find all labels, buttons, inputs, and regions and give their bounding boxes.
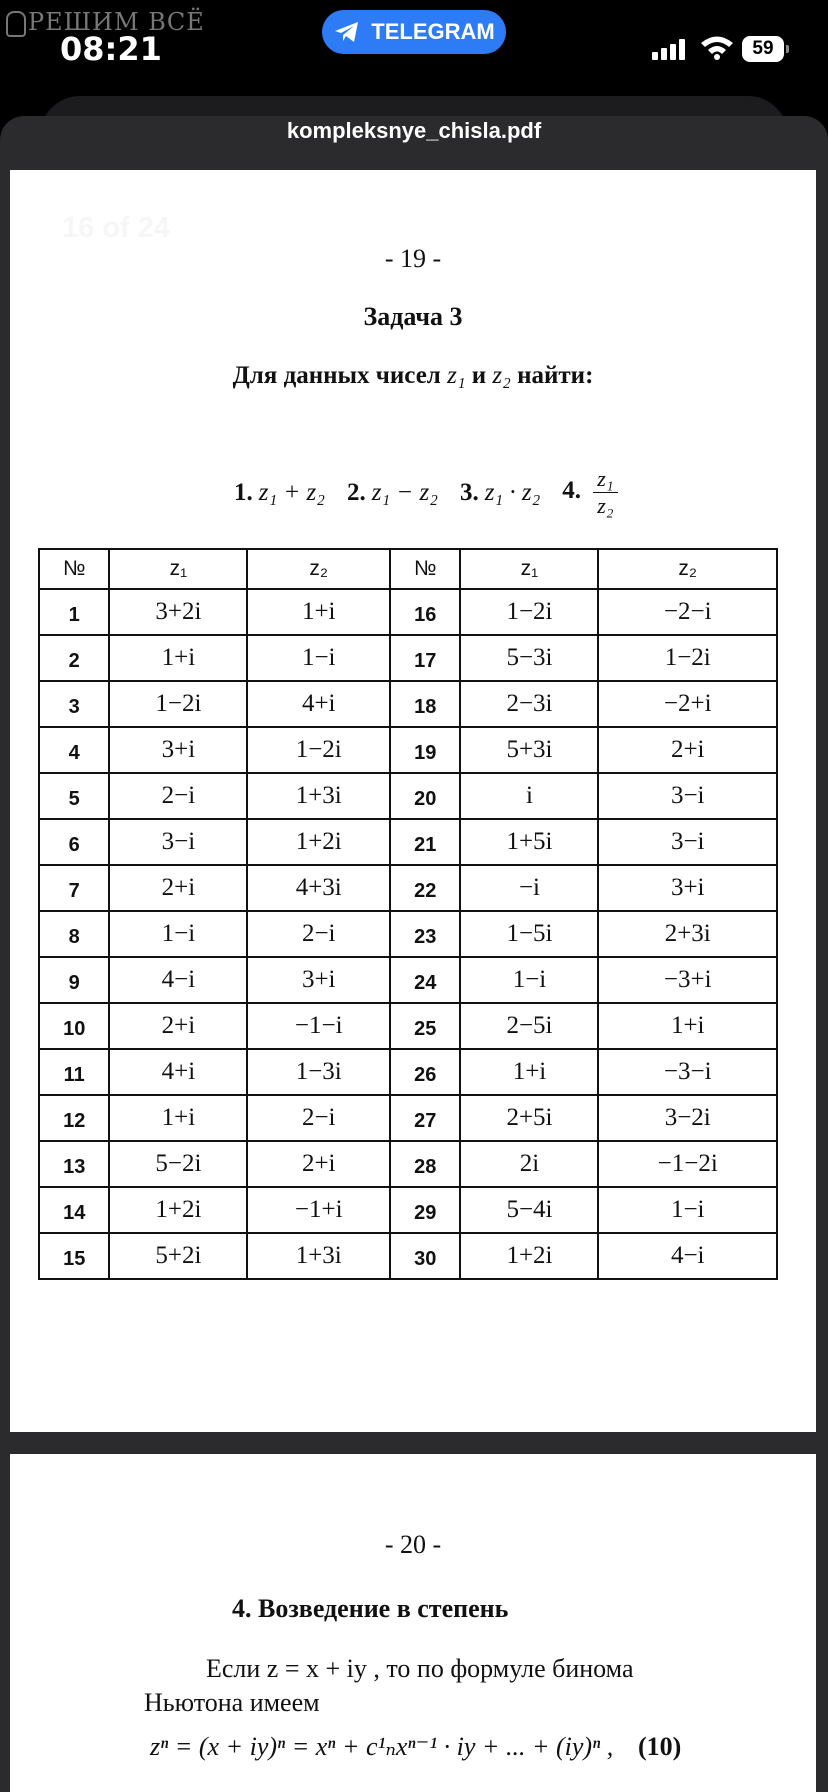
value-cell: 2−i [247,911,390,957]
row-number-cell: 18 [390,681,460,727]
value-cell: 2+3i [598,911,777,957]
value-cell: 5−3i [460,635,598,681]
value-cell: 1−3i [247,1049,390,1095]
row-number-cell: 24 [390,957,460,1003]
row-number-cell: 22 [390,865,460,911]
row-number-cell: 16 [390,589,460,635]
value-cell: 5−2i [109,1141,247,1187]
value-cell: −1+i [247,1187,390,1233]
value-cell: 1+2i [460,1233,598,1279]
column-header: № [39,549,109,589]
value-cell: 1−2i [598,635,777,681]
row-number-cell: 30 [390,1233,460,1279]
value-cell: 1−i [598,1187,777,1233]
value-cell: −1−2i [598,1141,777,1187]
table-row [39,773,777,819]
column-header: z₂ [247,549,390,589]
value-cell: 3+i [247,957,390,1003]
value-cell: 1−2i [460,589,598,635]
value-cell: 1+i [109,635,247,681]
row-number-cell: 17 [390,635,460,681]
value-cell: 2i [460,1141,598,1187]
row-number-cell: 8 [39,911,109,957]
table-row [39,1141,777,1187]
row-number-cell: 27 [390,1095,460,1141]
row-number-cell: 5 [39,773,109,819]
section-title: 4. Возведение в степень [232,1594,509,1623]
value-cell: i [460,773,598,819]
row-number-cell: 12 [39,1095,109,1141]
wifi-icon [700,34,734,60]
value-cell: 2+i [109,1003,247,1049]
row-number-cell: 6 [39,819,109,865]
value-cell: 3−i [598,773,777,819]
value-cell: 1−i [247,635,390,681]
task-list [234,466,618,519]
telegram-label: TELEGRAM [371,19,495,44]
data-table [38,548,778,1280]
value-cell: 2+5i [460,1095,598,1141]
column-header: z₂ [598,549,777,589]
table-row [39,957,777,1003]
row-number-cell: 14 [39,1187,109,1233]
value-cell: −2−i [598,589,777,635]
row-number-cell: 11 [39,1049,109,1095]
column-header: z₁ [109,549,247,589]
value-cell: 2−5i [460,1003,598,1049]
formula: zⁿ = (x + iy)ⁿ = xⁿ + c¹ₙxⁿ⁻¹ · iy + ... + (iy)ⁿ , [150,1732,614,1761]
value-cell: 1+i [460,1049,598,1095]
page-number: - 20 - [384,1530,442,1559]
telegram-plane-icon [333,20,361,44]
task-item: 1. z₁ + z₂ [234,478,325,506]
row-number-cell: 13 [39,1141,109,1187]
fraction: $\frac{\text{z₁}}{\text{z₂}}$ [593,466,617,519]
value-cell: 1−5i [460,911,598,957]
paragraph-line: Если z = x + iy , то по формуле бинома [206,1654,634,1683]
value-cell: 1+2i [247,819,390,865]
value-cell: 4+3i [247,865,390,911]
value-cell: −i [460,865,598,911]
cellular-signal-icon [652,38,685,60]
row-number-cell: 1 [39,589,109,635]
row-number-cell: 15 [39,1233,109,1279]
value-cell: 1+2i [109,1187,247,1233]
value-cell: 1+3i [247,773,390,819]
row-number-cell: 29 [390,1187,460,1233]
task-instruction: Для данных чисел z₁ и z₂ найти: [232,362,594,389]
table-row [39,911,777,957]
column-header: № [390,549,460,589]
value-cell: 3−2i [598,1095,777,1141]
value-cell: 2−3i [460,681,598,727]
clock: 08:21 [60,30,162,68]
telegram-return-button[interactable] [322,10,506,54]
row-number-cell: 21 [390,819,460,865]
document-title: kompleksnye_chisla.pdf [286,118,542,143]
value-cell: 4−i [109,957,247,1003]
status-bar [0,0,828,110]
paragraph-line: Ньютона имеем [144,1688,320,1717]
row-number-cell: 2 [39,635,109,681]
pdf-page[interactable] [10,1454,816,1792]
value-cell: 3−i [598,819,777,865]
lightbulb-icon [6,11,26,37]
value-cell: 3−i [109,819,247,865]
value-cell: 1−2i [109,681,247,727]
value-cell: 1−i [109,911,247,957]
table-header-row [39,549,777,589]
table-row [39,1233,777,1279]
table-row [39,681,777,727]
column-header: z₁ [460,549,598,589]
value-cell: 2−i [247,1095,390,1141]
value-cell: 3+2i [109,589,247,635]
row-number-cell: 7 [39,865,109,911]
table-row [39,727,777,773]
table-row [39,589,777,635]
row-number-cell: 23 [390,911,460,957]
value-cell: 1+3i [247,1233,390,1279]
task-title: Задача 3 [363,302,463,331]
task-item: 4. $\frac{\text{z₁}}{\text{z₂}}$ [562,466,617,519]
value-cell: 2+i [598,727,777,773]
value-cell: 4+i [109,1049,247,1095]
row-number-cell: 25 [390,1003,460,1049]
table-row [39,819,777,865]
row-number-cell: 20 [390,773,460,819]
page-number: - 19 - [384,244,442,273]
value-cell: 1+i [598,1003,777,1049]
table-row [39,1095,777,1141]
value-cell: 2+i [247,1141,390,1187]
value-cell: 1−2i [247,727,390,773]
equation-number: (10) [638,1732,682,1761]
value-cell: 5+2i [109,1233,247,1279]
value-cell: 1+5i [460,819,598,865]
value-cell: 5+3i [460,727,598,773]
task-item: 2. z₁ − z₂ [346,478,438,506]
value-cell: 2+i [109,865,247,911]
value-cell: 3+i [109,727,247,773]
table-row [39,635,777,681]
value-cell: 1+i [109,1095,247,1141]
row-number-cell: 4 [39,727,109,773]
watermark: РЕШИМ ВСЁ [6,8,205,37]
row-number-cell: 10 [39,1003,109,1049]
table-row [39,1187,777,1233]
table-row [39,865,777,911]
table-row [39,1049,777,1095]
battery-indicator: 59 [742,36,784,62]
value-cell: 4+i [247,681,390,727]
value-cell: −3−i [598,1049,777,1095]
value-cell: −1−i [247,1003,390,1049]
value-cell: 3+i [598,865,777,911]
pdf-page[interactable] [10,170,816,1432]
value-cell: −3+i [598,957,777,1003]
row-number-cell: 28 [390,1141,460,1187]
value-cell: 5−4i [460,1187,598,1233]
row-number-cell: 9 [39,957,109,1003]
value-cell: 2−i [109,773,247,819]
row-number-cell: 26 [390,1049,460,1095]
value-cell: −2+i [598,681,777,727]
row-number-cell: 3 [39,681,109,727]
row-number-cell: 19 [390,727,460,773]
value-cell: 1−i [460,957,598,1003]
value-cell: 1+i [247,589,390,635]
page-indicator: 16 of 24 [62,212,170,244]
task-item: 3. z₁ · z₂ [459,478,541,506]
value-cell: 4−i [598,1233,777,1279]
table-row [39,1003,777,1049]
